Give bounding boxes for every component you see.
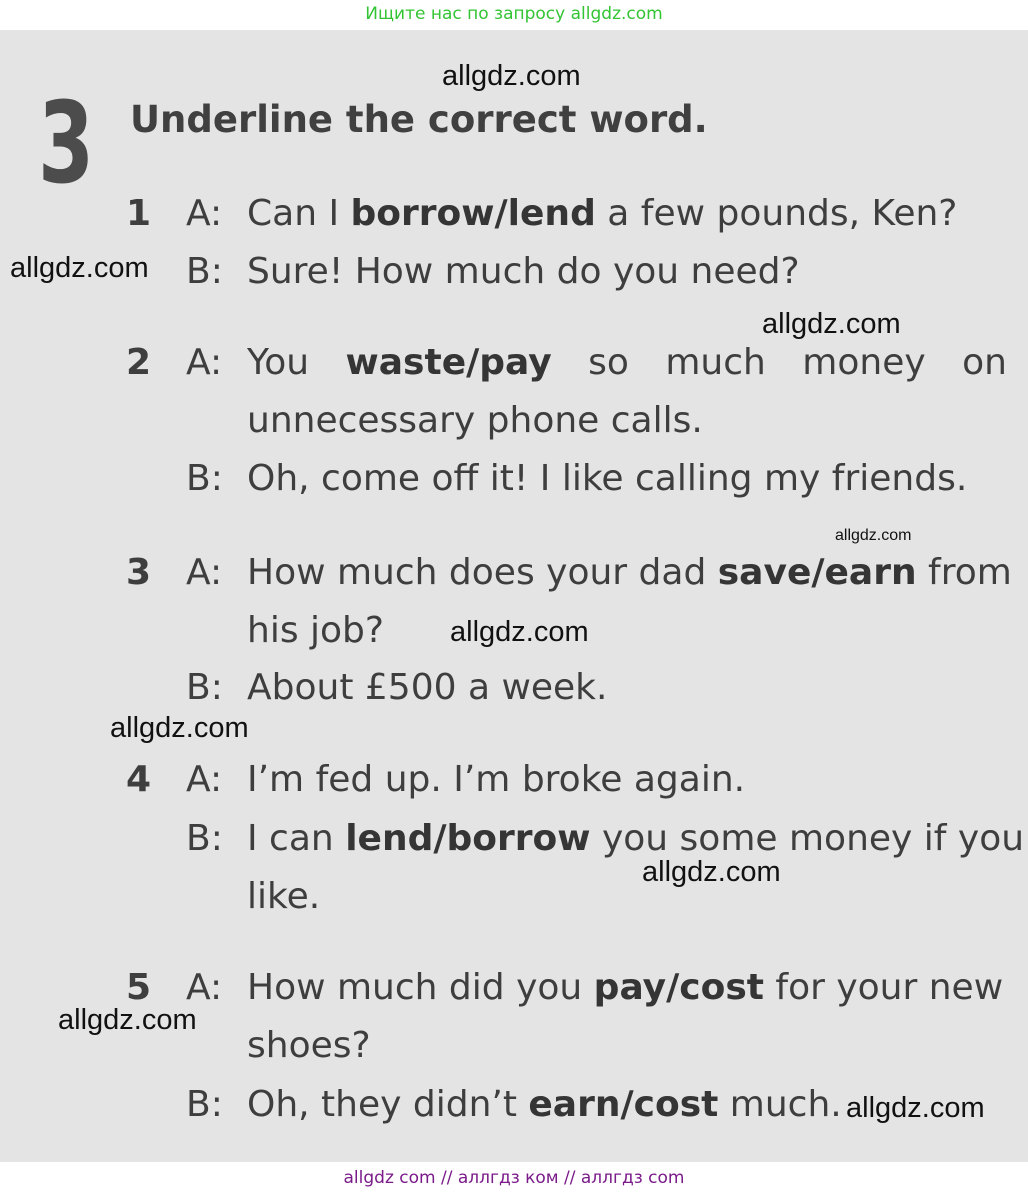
word-choice[interactable]: lend/borrow — [345, 818, 591, 859]
top-banner[interactable]: Ищите нас по запросу allgdz.com — [365, 4, 663, 24]
word-choice[interactable]: borrow/lend — [350, 193, 596, 234]
watermark: allgdz.com — [442, 60, 581, 92]
watermark: allgdz.com — [762, 308, 901, 340]
watermark: allgdz.com — [110, 712, 249, 744]
watermark: allgdz.com — [642, 856, 781, 888]
watermark: allgdz.com — [10, 252, 149, 284]
exercise-number: 3 — [38, 79, 95, 209]
dialogue-line: I can lend/borrow you some money if you — [247, 818, 1025, 859]
word-choice[interactable]: pay/cost — [593, 967, 764, 1008]
speaker-label: B: — [186, 1084, 223, 1125]
show-through-decoration — [100, 480, 110, 515]
item-number: 5 — [126, 967, 152, 1008]
watermark: allgdz.com — [846, 1092, 985, 1124]
dialogue-line: You waste/pay so much money on — [247, 342, 1007, 383]
speaker-label: A: — [186, 342, 223, 383]
dialogue-line: Can I borrow/lend a few pounds, Ken? — [247, 193, 958, 234]
dialogue-line: Oh, come off it! I like calling my friends. — [247, 458, 968, 499]
dialogue-line: How much did you pay/cost for your new — [247, 967, 1004, 1008]
speaker-label: A: — [186, 967, 223, 1008]
item-number: 4 — [126, 759, 152, 800]
speaker-label: A: — [186, 759, 223, 800]
watermark: allgdz.com — [450, 616, 589, 648]
speaker-label: B: — [186, 818, 223, 859]
bottom-banner[interactable]: allgdz com // аллгдз ком // аллгдз com — [343, 1168, 685, 1188]
watermark: allgdz.com — [58, 1004, 197, 1036]
word-choice[interactable]: save/earn — [717, 552, 917, 593]
speaker-label: A: — [186, 552, 223, 593]
speaker-label: B: — [186, 667, 223, 708]
item-number: 3 — [126, 552, 152, 593]
dialogue-line: unnecessary phone calls. — [247, 400, 703, 441]
dialogue-line: shoes? — [247, 1025, 371, 1066]
dialogue-line: Oh, they didn’t earn/cost much. — [247, 1084, 842, 1125]
dialogue-line: Sure! How much do you need? — [247, 251, 800, 292]
word-choice[interactable]: waste/pay — [345, 342, 552, 383]
dialogue-line: like. — [247, 876, 321, 917]
dialogue-line: I’m fed up. I’m broke again. — [247, 759, 746, 800]
item-number: 2 — [126, 342, 152, 383]
speaker-label: B: — [186, 458, 223, 499]
item-number: 1 — [126, 193, 152, 234]
speaker-label: A: — [186, 193, 223, 234]
watermark: allgdz.com — [835, 527, 912, 544]
dialogue-line: his job? — [247, 610, 385, 651]
word-choice[interactable]: earn/cost — [528, 1084, 719, 1125]
dialogue-line: How much does your dad save/earn from — [247, 552, 1012, 593]
dialogue-line: About £500 a week. — [247, 667, 608, 708]
exercise-instruction: Underline the correct word. — [130, 98, 708, 141]
speaker-label: B: — [186, 251, 223, 292]
